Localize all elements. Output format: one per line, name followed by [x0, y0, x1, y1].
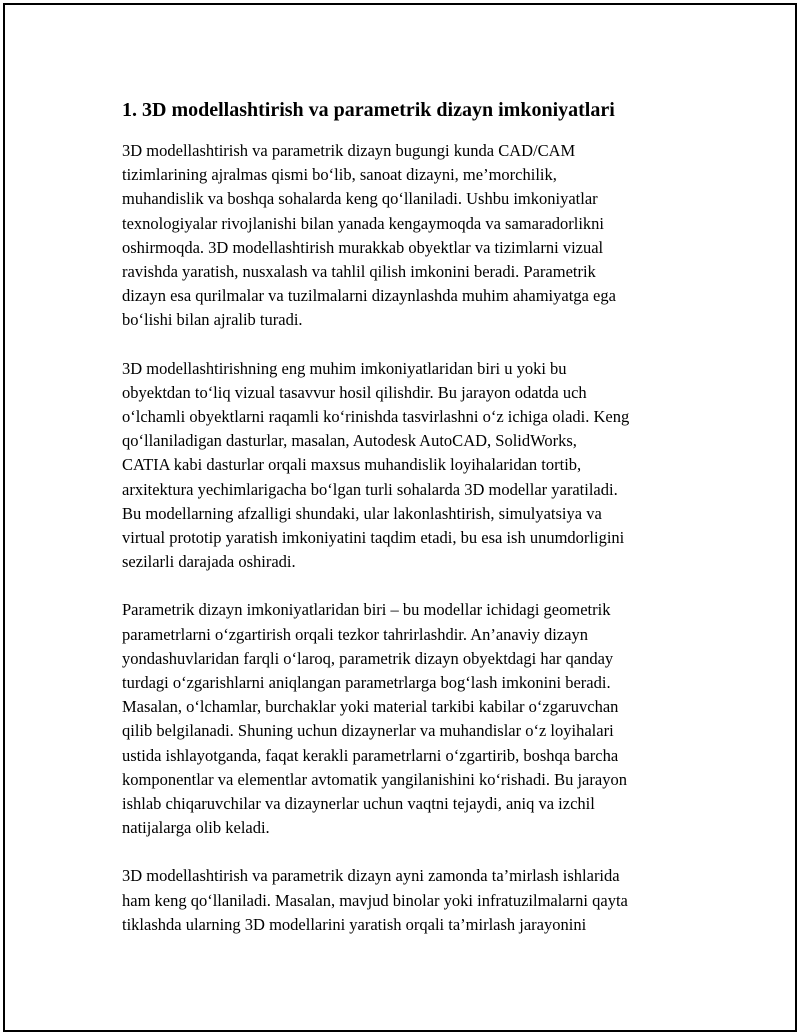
text-line: arxitektura yechimlarigacha bo‘lgan turli sohalarda 3D modellar yaratiladi.: [122, 479, 618, 499]
paragraphs-container: [122, 139, 702, 937]
text-line: komponentlar va elementlar avtomatik yangilanishini ko‘rishadi. Bu jarayon: [122, 769, 627, 789]
paragraph: [122, 139, 702, 333]
document-body: [122, 97, 702, 961]
text-line: 3D modellashtirish va parametrik dizayn ayni zamonda ta’mirlash ishlarida: [122, 866, 620, 886]
text-line: CATIA kabi dasturlar orqali maxsus muhandislik loyihalaridan tortib,: [122, 455, 582, 475]
text-line: ishlab chiqaruvchilar va dizaynerlar uchun vaqtni tejaydi, aniq va izchil: [122, 794, 595, 814]
text-line: oshirmoqda. 3D modellashtirish murakkab obyektlar va tizimlarni vizual: [122, 237, 604, 257]
text-line: natijalarga olib keladi.: [122, 818, 270, 838]
paragraph: [122, 598, 702, 840]
text-line: virtual prototip yaratish imkoniyatini taqdim etadi, bu esa ish unumdorligini: [122, 528, 625, 548]
paragraph: [122, 864, 702, 937]
paragraph: [122, 357, 702, 575]
text-line: obyektdan to‘liq vizual tasavvur hosil qilishdir. Bu jarayon odatda uch: [122, 382, 587, 402]
text-line: bo‘lishi bilan ajralib turadi.: [122, 310, 303, 330]
text-line: Parametrik dizayn imkoniyatlaridan biri – bu modellar ichidagi geometrik: [122, 600, 611, 620]
page-frame: [3, 3, 797, 1032]
text-line: qo‘llaniladigan dasturlar, masalan, Autodesk AutoCAD, SolidWorks,: [122, 431, 577, 451]
text-line: parametrlarni o‘zgartirish orqali tezkor tahrirlashdir. An’anaviy dizayn: [122, 624, 588, 644]
text-line: yondashuvlaridan farqli o‘laroq, parametrik dizayn obyektdagi har qanday: [122, 648, 614, 668]
text-line: tizimlarining ajralmas qismi bo‘lib, sanoat dizayni, me’morchilik,: [122, 165, 557, 185]
text-line: Bu modellarning afzalligi shundaki, ular lakonlashtirish, simulyatsiya va: [122, 503, 602, 523]
text-line: 3D modellashtirishning eng muhim imkoniyatlaridan biri u yoki bu: [122, 358, 567, 378]
text-line: turdagi o‘zgarishlarni aniqlangan parametrlarga bog‘lash imkonini beradi.: [122, 673, 611, 693]
text-line: 3D modellashtirish va parametrik dizayn bugungi kunda CAD/CAM: [122, 141, 576, 160]
text-line: o‘lchamli obyektlarni raqamli ko‘rinishda tasvirlashni o‘z ichiga oladi. Keng: [122, 407, 630, 427]
text-line: ravishda yaratish, nusxalash va tahlil qilish imkonini beradi. Parametrik: [122, 262, 596, 282]
text-line: muhandislik va boshqa sohalarda keng qo‘llaniladi. Ushbu imkoniyatlar: [122, 189, 598, 209]
text-line: tiklashda ularning 3D modellarini yaratish orqali ta’mirlash jarayonini: [122, 914, 587, 934]
text-line: texnologiyalar rivojlanishi bilan yanada kengaymoqda va samaradorlikni: [122, 213, 605, 233]
text-line: ham keng qo‘llaniladi. Masalan, mavjud binolar yoki infratuzilmalarni qayta: [122, 890, 628, 910]
text-line: qilib belgilanadi. Shuning uchun dizaynerlar va muhandislar o‘z loyihalari: [122, 721, 614, 741]
text-line: sezilarli darajada oshiradi.: [122, 552, 296, 572]
text-line: ustida ishlayotganda, faqat kerakli parametrlarni o‘zgartirib, boshqa barcha: [122, 745, 619, 765]
section-heading: 1. 3D modellashtirish va parametrik dizayn imkoniyatlari: [122, 99, 615, 121]
text-line: dizayn esa qurilmalar va tuzilmalarni dizaynlashda muhim ahamiyatga ega: [122, 286, 616, 306]
text-line: Masalan, o‘lchamlar, burchaklar yoki material tarkibi kabilar o‘zgaruvchan: [122, 697, 619, 717]
